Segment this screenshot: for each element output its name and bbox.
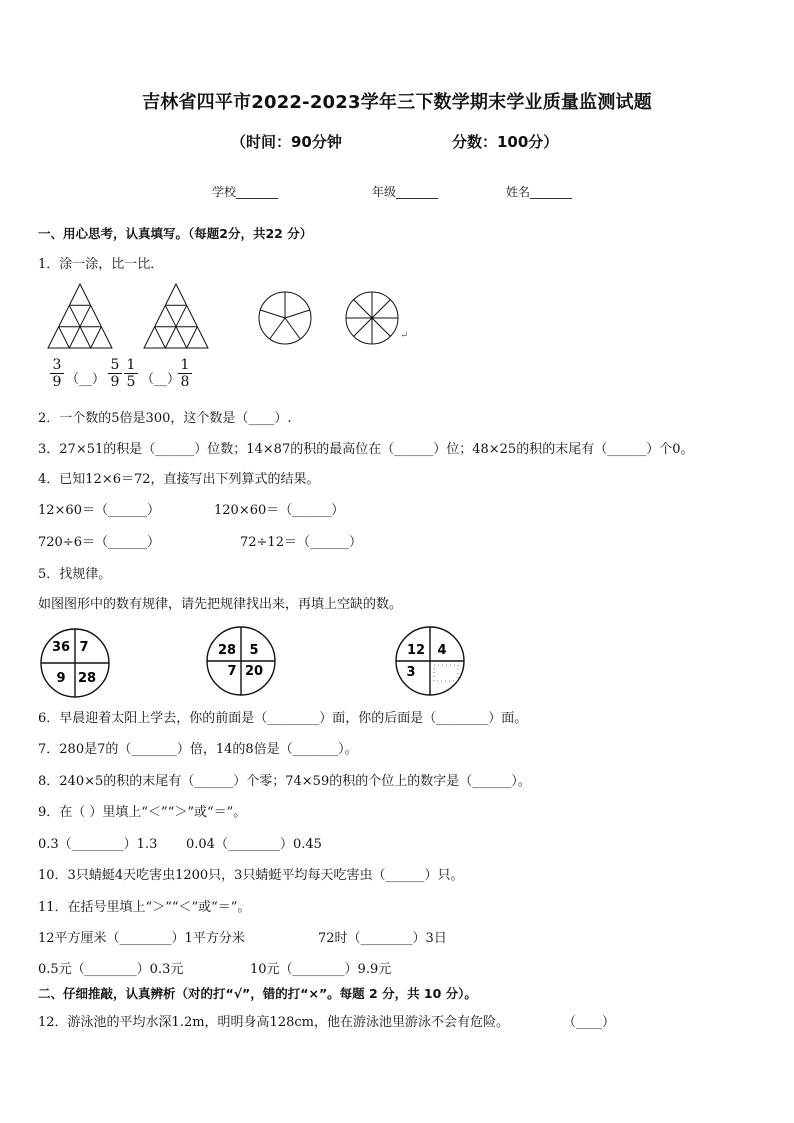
question-5: 5．找规律。 xyxy=(38,567,112,582)
pattern-circles xyxy=(38,625,478,701)
q9-item-2[interactable]: 0.04（________）0.45 xyxy=(186,837,322,852)
school-field[interactable]: 学校_______ xyxy=(212,185,279,199)
q4-item-1[interactable]: 12×60＝（______） xyxy=(38,503,160,518)
question-10: 10．3只蜻蜓4天吃害虫1200只，3只蜻蜓平均每天吃害虫（______）只。 xyxy=(38,868,464,883)
compare-blank-1[interactable]: （__） xyxy=(66,372,106,387)
q9-item-1[interactable]: 0.3（________）1.3 xyxy=(38,837,158,852)
q11-item-3[interactable]: 0.5元（________）0.3元 xyxy=(38,962,184,977)
question-11: 11．在括号里填上“＞”“＜”或“＝”。 xyxy=(38,900,251,915)
fraction-5-9: $\frac{5}{9}$ xyxy=(108,357,122,390)
pattern-circle-3 xyxy=(396,627,464,695)
q1-figures xyxy=(40,280,420,352)
circle-eight-parts[interactable] xyxy=(346,292,398,344)
question-1: 1．涂一涂，比一比． xyxy=(38,257,164,272)
q5-description: 如图图形中的数有规律，请先把规律找出来，再填上空缺的数。 xyxy=(38,597,403,612)
circle-1-top-left: 36 xyxy=(51,640,71,655)
section-1-heading: 一、用心思考，认真填写。（每题2分，共22 分） xyxy=(38,226,313,241)
circle-3-top-left: 12 xyxy=(406,643,426,658)
question-3: 3．27×51的积是（______）位数；14×87的积的最高位在（______）位；48×25的积的末尾有（______）个0。 xyxy=(38,442,694,457)
section-2-heading: 二、仔细推敲，认真辨析（对的打“√”，错的打“×”。每题 2 分，共 10 分）。 xyxy=(38,986,477,1001)
q11-item-2[interactable]: 72时（________）3日 xyxy=(318,931,447,946)
compare-blank-2[interactable]: （__） xyxy=(141,372,181,387)
score-label: 分数：100分） xyxy=(452,133,559,151)
time-label: （时间：90分钟 xyxy=(231,133,342,151)
return-mark: ↵ xyxy=(400,330,409,341)
question-8: 8．240×5的积的末尾有（______）个零；74×59的积的个位上的数字是（______）。 xyxy=(38,774,531,789)
question-12: 12．游泳池的平均水深1.2m，明明身高128cm，他在游泳池里游泳不会有危险。 xyxy=(38,1015,509,1030)
q12-answer-blank[interactable]: （____） xyxy=(563,1015,616,1030)
circle-3-bottom-left: 3 xyxy=(406,665,416,680)
circle-3-top-right: 4 xyxy=(437,643,447,658)
circle-2-top-left: 28 xyxy=(217,643,237,658)
pattern-circle-2 xyxy=(207,627,275,695)
circle-3-blank[interactable] xyxy=(434,665,458,681)
question-6: 6．早晨迎着太阳上学去，你的前面是（________）面，你的后面是（________）面。 xyxy=(38,711,528,726)
question-2: 2．一个数的5倍是300，这个数是（____）. xyxy=(38,411,292,426)
name-field[interactable]: 姓名_______ xyxy=(506,185,573,199)
triangle-figure-2[interactable] xyxy=(144,284,208,348)
q4-item-2[interactable]: 120×60＝（______） xyxy=(214,503,345,518)
question-7: 7．280是7的（_______）倍，14的8倍是（_______）。 xyxy=(38,742,358,757)
fraction-3-9: $\frac{3}{9}$ xyxy=(50,357,64,390)
question-4: 4．已知12×6＝72，直接写出下列算式的结果。 xyxy=(38,472,320,487)
circle-1-top-right: 7 xyxy=(79,640,89,655)
fraction-1-8: $\frac{1}{8}$ xyxy=(178,357,192,390)
grade-field[interactable]: 年级_______ xyxy=(372,185,439,199)
circle-1-bottom-left: 9 xyxy=(56,671,66,686)
triangle-figure-1[interactable] xyxy=(48,284,112,348)
question-9: 9．在（ ）里填上“＜”“＞”或“＝”。 xyxy=(38,805,247,820)
q11-item-1[interactable]: 12平方厘米（________）1平方分米 xyxy=(38,931,245,946)
pattern-circle-1 xyxy=(41,629,109,697)
page-title: 吉林省四平市2022-2023学年三下数学期末学业质量监测试题 xyxy=(142,92,652,113)
q11-item-4[interactable]: 10元（________）9.9元 xyxy=(250,962,392,977)
circle-2-bottom-left: 7 xyxy=(227,664,237,679)
circle-five-parts[interactable] xyxy=(259,292,311,344)
fraction-1-5: $\frac{1}{5}$ xyxy=(124,357,138,390)
q4-item-4[interactable]: 72÷12＝（______） xyxy=(240,535,362,550)
circle-2-top-right: 5 xyxy=(249,643,259,658)
q4-item-3[interactable]: 720÷6＝（______） xyxy=(38,535,160,550)
circle-2-bottom-right: 20 xyxy=(244,664,264,679)
circle-1-bottom-right: 28 xyxy=(77,671,97,686)
